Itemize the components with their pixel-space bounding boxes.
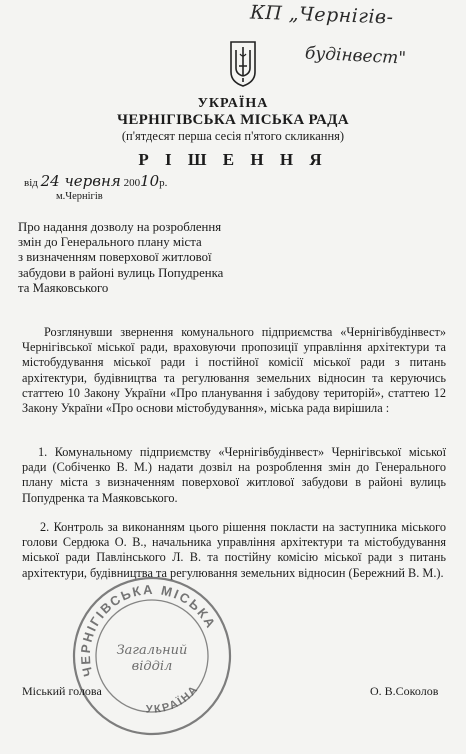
signature-name: О. В.Соколов [370,684,439,698]
handwritten-year: 10 [140,172,160,190]
subject-block [18,220,308,296]
signature-title: Міський голова [22,684,102,698]
session-subheading: (п'ятдесят перша сесія п'ятого скликання) [121,129,345,143]
subject-line: з визначенням поверхової житлової [18,250,212,265]
subject-line: та Маяковського [18,280,109,295]
city-label: м.Чернігів [56,191,103,202]
year-prefix: 200 [123,177,141,189]
handwritten-date: 24 червня [40,172,121,190]
decision-item-1: 1. Комунальному підприємству «Чернігівбудінвест» Чернігівської міської ради (Собіченко В. М.) надати дозвіл на розроблення змін до Генерального плану міста з визначенням поверхової житлової забудови в районі вулиць Попудренка та Маяковського. [22,445,446,505]
handwritten-note: КП „Чернігів- [249,1,394,29]
subject-line: Про надання дозволу на розроблення [18,220,222,234]
subject-line: змін до Генерального плану міста [18,235,202,250]
date-line [24,172,167,190]
trident-emblem-icon [228,38,258,88]
date-prefix: від [24,177,38,189]
stamp-center-line1: Загальний [116,643,188,658]
official-stamp [68,572,236,740]
svg-text:УКРАЇНА [140,681,204,721]
decision-item-2: 2. Контроль за виконанням цього рішення покласти на заступника міського голови Сердюка О. В., начальника управління архітектури та містобудування міської ради Павлінського Л. В. та постійну комісію міської ради з питань архітектури, будівництва та регулювання земельних відносин (Бережний В. М.). [22,520,446,580]
intro-paragraph: Розглянувши звернення комунального підприємства «Чернігівбудінвест» Чернігівської міської ради, враховуючи пропозиції управління архітектури та містобудування міської ради і постійної комісії міської ради з питань архітектури, будівництва та регулювання земельних відносин та керуючись статтею 10 Закону України «Про планування і забудову територій», статтею 12 Закону України «Про основи містобудування», міська рада вирішила : [22,325,446,416]
stamp-bottom-text: УКРАЇНА [145,682,202,716]
country-heading: УКРАЇНА [197,96,269,111]
stamp-outer-text: ЧЕРНІГІВСЬКА МІСЬКА [77,581,220,678]
stamp-center-line2: відділ [131,659,173,674]
handwritten-note-line2: будінвест" [304,43,407,69]
council-heading: ЧЕРНІГІВСЬКА МІСЬКА РАДА [117,112,349,128]
year-suffix: р. [159,177,168,189]
subject-line: забудови в районі вулиць Попудренка [18,265,224,280]
document-type-heading: Р І Ш Е Н Н Я [138,150,328,169]
